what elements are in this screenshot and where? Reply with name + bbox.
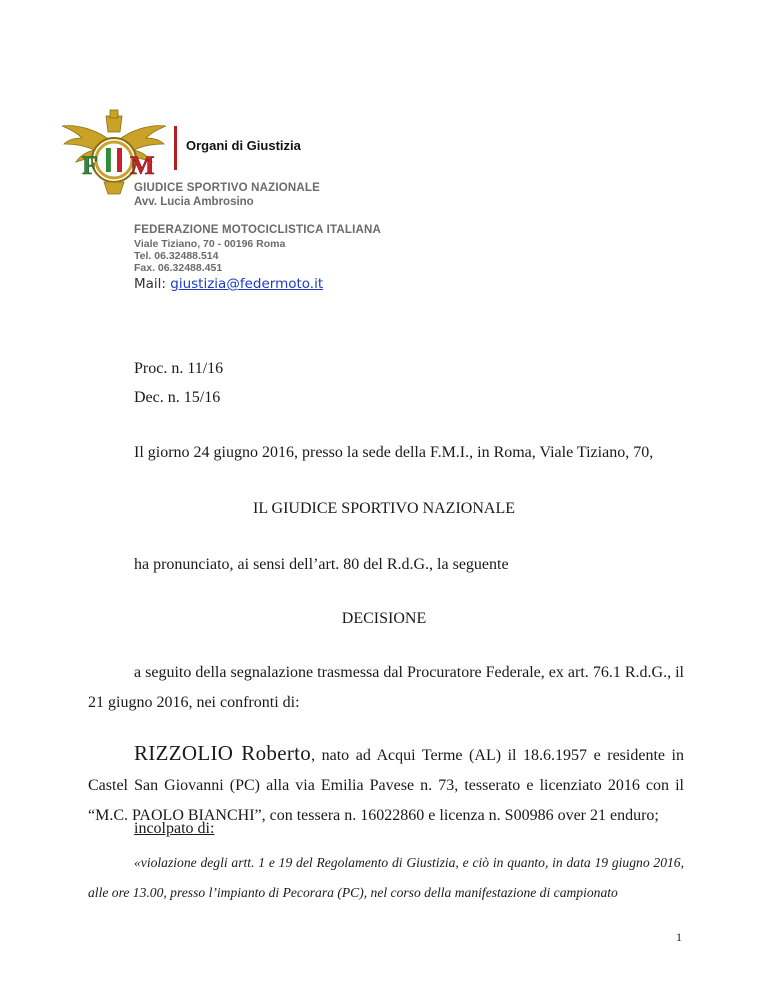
logo-letter-m: M [130,151,155,180]
address: Viale Tiziano, 70 - 00196 Roma [134,238,286,250]
segnalazione-paragraph: a seguito della segnalazione trasmessa dal Procuratore Federale, ex art. 76.1 R.d.G., il 21 giugno 2016, nei confronti di: [88,664,684,711]
mail-link[interactable]: giustizia@federmoto.it [170,276,324,292]
defendant-paragraph [88,738,684,831]
page-number: 1 [676,930,682,944]
decisione-heading: DECISIONE [341,610,427,627]
charge-text: «violazione degli artt. 1 e 19 del Regolamento di Giustizia, e ciò in quanto, in data 19 giugno 2016, alle ore 13.00, presso l’impianto di Pecorara (PC), nel corso della manifestazione di campionato [88,855,684,900]
proc-number: Proc. n. 11/16 [134,360,224,377]
mail-line [134,276,323,292]
logo-letter-f: F [82,151,98,180]
giudice-heading: IL GIUDICE SPORTIVO NAZIONALE [253,500,515,517]
dec-number: Dec. n. 15/16 [134,389,221,406]
mail-label: Mail: [134,276,171,292]
header-divider [174,126,177,170]
org-title: Organi di Giustizia [186,138,301,153]
defendant-details: , nato ad Acqui Terme (AL) il 18.6.1957 e residente in Castel San Giovanni (PC) alla via Emilia Pavese n. 73, tesserato e licenziato 2016 con il “M.C. PAOLO BIANCHI”, con tessera n. 16022860 e licenza n. S00986 over 21 enduro; [88,747,685,824]
federation-name: FEDERAZIONE MOTOCICLISTICA ITALIANA [134,224,382,236]
incolpato-label: incolpato di: [134,820,215,837]
telephone: Tel. 06.32488.514 [134,250,219,262]
judge-name: Avv. Lucia Ambrosino [134,196,254,208]
pronunciato-line: ha pronunciato, ai sensi dell’art. 80 del R.d.G., la seguente [134,556,509,573]
defendant-name: RIZZOLIO Roberto [134,741,312,765]
date-line: Il giorno 24 giugno 2016, presso la sede della F.M.I., in Roma, Viale Tiziano, 70, [134,444,654,461]
fax: Fax. 06.32488.451 [134,262,223,274]
giudice-label: GIUDICE SPORTIVO NAZIONALE [134,182,321,194]
